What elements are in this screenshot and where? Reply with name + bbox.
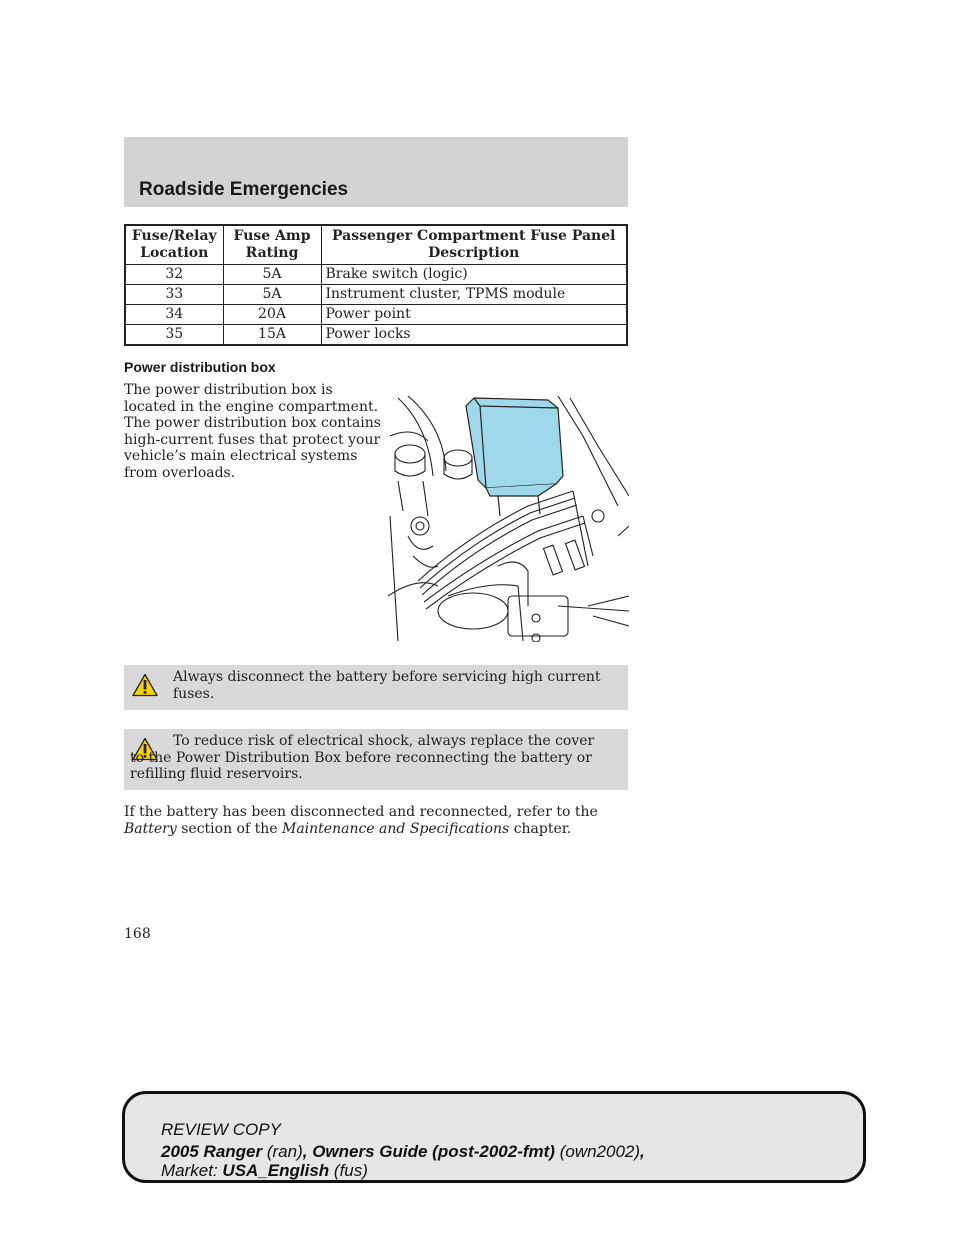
guide-name: , Owners Guide (post-2002-fmt)	[302, 1142, 555, 1161]
market-name: USA_English	[222, 1161, 330, 1180]
table-row	[125, 265, 627, 285]
publication-line	[161, 1142, 645, 1162]
fuse-table	[124, 224, 628, 346]
note-text: section of the	[181, 820, 278, 837]
column-header-location: Fuse/Relay Location	[125, 225, 223, 265]
cell-location: 35	[125, 325, 223, 346]
cell-rating: 15A	[223, 325, 321, 346]
chapter-reference: Maintenance and Specifications	[282, 820, 510, 837]
cell-location: 33	[125, 285, 223, 305]
cell-description: Power locks	[321, 325, 627, 346]
warning-box	[124, 665, 628, 710]
separator: ,	[640, 1142, 645, 1161]
warning-box	[124, 729, 628, 790]
cell-location: 34	[125, 305, 223, 325]
warning-text: To reduce risk of electrical shock, always replace the cover to the Power Distribution Box before reconnecting the battery or refilling fluid reservoirs.	[130, 733, 595, 782]
table-row	[125, 305, 627, 325]
battery-note	[124, 804, 628, 837]
battery-section-reference: Battery	[124, 820, 177, 837]
table-row	[125, 285, 627, 305]
model-name: 2005 Ranger	[161, 1142, 263, 1161]
cell-description: Power point	[321, 305, 627, 325]
cell-location: 32	[125, 265, 223, 285]
section-heading: Power distribution box	[124, 359, 276, 375]
market-label: Market:	[161, 1161, 218, 1180]
note-text: chapter.	[513, 820, 572, 837]
page-title: Roadside Emergencies	[139, 179, 349, 200]
note-text: If the battery has been disconnected and reconnected, refer to the	[124, 804, 598, 820]
review-copy-label: REVIEW COPY	[161, 1120, 281, 1139]
cell-description: Brake switch (logic)	[321, 265, 627, 285]
column-header-rating: Fuse Amp Rating	[223, 225, 321, 265]
section-header-band	[124, 137, 628, 207]
cell-rating: 5A	[223, 285, 321, 305]
warning-text: Always disconnect the battery before servicing high current fuses.	[173, 669, 601, 702]
page-number: 168	[124, 926, 151, 942]
intro-paragraph: The power distribution box is located in the engine compartment. The power distribution box contains high-current fuses that protect your vehicle’s main electrical systems from overloads.	[124, 382, 381, 481]
column-header-description: Passenger Compartment Fuse Panel Description	[321, 225, 627, 265]
market-line	[161, 1161, 368, 1181]
engine-compartment-illustration	[388, 396, 629, 642]
market-code: (fus)	[333, 1161, 368, 1180]
review-copy-box	[122, 1091, 866, 1183]
cell-description: Instrument cluster, TPMS module	[321, 285, 627, 305]
cell-rating: 20A	[223, 305, 321, 325]
cell-rating: 5A	[223, 265, 321, 285]
table-row	[125, 325, 627, 346]
model-code: (ran)	[266, 1142, 303, 1161]
table-header-row	[125, 225, 627, 265]
guide-code: (own2002)	[559, 1142, 641, 1161]
